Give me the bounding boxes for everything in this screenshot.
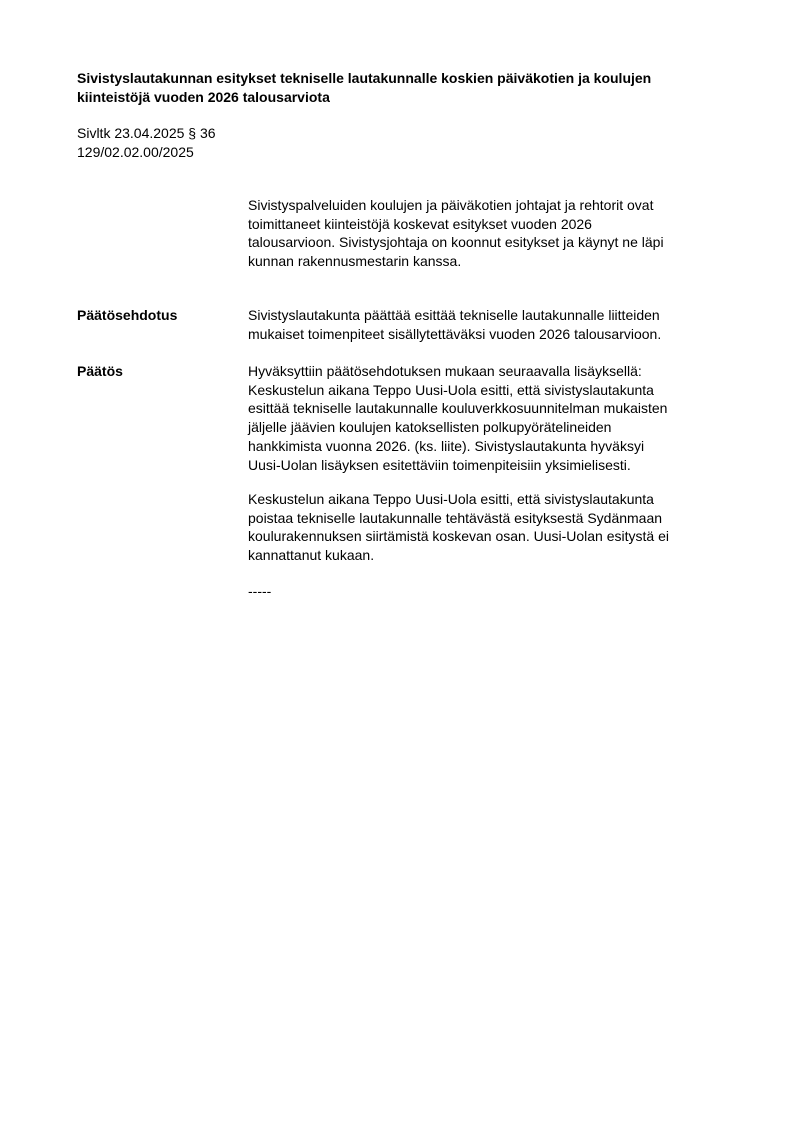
decision-line: Keskustelun aikana Teppo Uusi-Uola esitti, että sivistyslautakunta xyxy=(248,381,654,398)
document-title-line: kiinteistöjä vuoden 2026 talousarviota xyxy=(77,89,330,105)
decision-line: koulurakennuksen siirtämistä koskevan osan. Uusi-Uolan esitystä ei xyxy=(248,528,669,545)
document-title xyxy=(77,69,757,107)
decision-line: hankkimista vuonna 2026. (ks. liite). Sivistyslautakunta hyväksyi xyxy=(248,437,645,454)
decision-line: Hyväksyttiin päätösehdotuksen mukaan seuraavalla lisäyksellä: xyxy=(248,363,642,379)
decision-line: Uusi-Uolan lisäyksen esitettäviin toimenpiteisiin yksimielisesti. xyxy=(248,456,631,473)
decision-line: jäljelle jäävien koulujen katoksellisten polkupyörätelineiden xyxy=(248,419,612,436)
document-meta xyxy=(77,124,216,162)
proposal-label: Päätösehdotus xyxy=(77,307,178,323)
decision-line: poistaa tekniselle lautakunnalle tehtävästä esityksestä Sydänmaan xyxy=(248,509,663,526)
proposal-line: Sivistyslautakunta päättää esittää tekniselle lautakunnalle liitteiden xyxy=(248,307,660,323)
intro-line: talousarvioon. Sivistysjohtaja on koonnut esitykset ja käynyt ne läpi xyxy=(248,234,664,251)
end-marker: ----- xyxy=(248,583,272,599)
intro-line: kunnan rakennusmestarin kanssa. xyxy=(248,253,462,270)
decision-line: kannattanut kukaan. xyxy=(248,547,375,564)
proposal-paragraph xyxy=(248,306,748,343)
decision-label: Päätös xyxy=(77,363,123,379)
session-reference: Sivltk 23.04.2025 § 36 xyxy=(77,125,216,141)
decision-line: Keskustelun aikana Teppo Uusi-Uola esitti, että sivistyslautakunta xyxy=(248,491,654,507)
proposal-line: mukaiset toimenpiteet sisällytettäväksi vuoden 2026 talousarvioon. xyxy=(248,325,662,342)
decision-line: esittää tekniselle lautakunnalle kouluverkkosuunnitelman mukaisten xyxy=(248,400,668,417)
decision-paragraph-1 xyxy=(248,362,748,474)
intro-paragraph xyxy=(248,196,748,271)
record-number: 129/02.02.00/2025 xyxy=(77,144,194,160)
intro-line: toimittaneet kiinteistöjä koskevat esitykset vuoden 2026 xyxy=(248,215,592,232)
document-title-line: Sivistyslautakunnan esitykset tekniselle lautakunnalle koskien päiväkotien ja koulujen xyxy=(77,70,652,86)
decision-paragraph-2 xyxy=(248,490,748,565)
intro-line: Sivistyspalveluiden koulujen ja päiväkotien johtajat ja rehtorit ovat xyxy=(248,197,654,213)
